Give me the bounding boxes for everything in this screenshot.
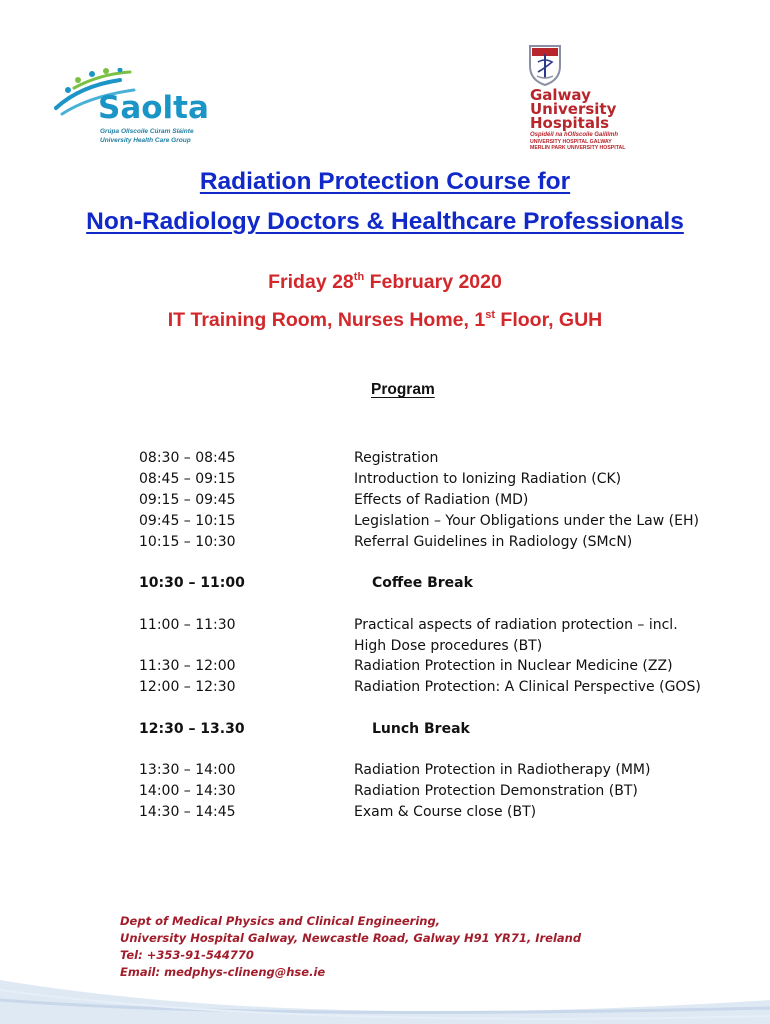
guh-name-line-2: University [530, 100, 617, 118]
date-prefix: Friday 28 [268, 271, 354, 293]
schedule-item: Radiation Protection: A Clinical Perspective (GOS) [354, 679, 701, 695]
lunch-break-label: Lunch Break [372, 721, 470, 737]
schedule-item-continued: High Dose procedures (BT) [354, 638, 543, 654]
lunch-break-time: 12:30 – 13.30 [139, 721, 245, 737]
course-date [0, 271, 770, 294]
schedule-time: 08:30 – 08:45 [139, 450, 236, 466]
program-heading: Program [371, 381, 435, 398]
guh-logo [520, 44, 660, 154]
guh-small-line-1: UNIVERSITY HOSPITAL GALWAY [530, 139, 612, 145]
date-suffix: February 2020 [364, 271, 502, 293]
schedule-item: Registration [354, 450, 439, 466]
saolta-wordmark: Saolta [98, 90, 209, 126]
coffee-break-label: Coffee Break [372, 575, 473, 591]
course-title-line-2: Non-Radiology Doctors & Healthcare Professionals [86, 208, 684, 235]
saolta-english-line: University Health Care Group [100, 137, 191, 144]
footer-email[interactable]: Email: medphys-clineng@hse.ie [120, 965, 326, 979]
date-sup: th [353, 271, 365, 283]
schedule-item: Introduction to Ionizing Radiation (CK) [354, 471, 622, 487]
saolta-irish-line: Grúpa Ollscoile Cúram Sláinte [100, 128, 194, 135]
schedule-time: 09:15 – 09:45 [139, 492, 236, 508]
schedule-item: Radiation Protection in Radiotherapy (MM) [354, 762, 651, 778]
saolta-logo [50, 68, 220, 150]
venue-prefix: IT Training Room, Nurses Home, 1 [167, 309, 486, 331]
schedule-time: 11:30 – 12:00 [139, 658, 236, 674]
schedule-time: 08:45 – 09:15 [139, 471, 236, 487]
footer-phone: Tel: +353-91-544770 [120, 948, 254, 962]
schedule-time: 14:00 – 14:30 [139, 783, 236, 799]
schedule-item: Radiation Protection in Nuclear Medicine (ZZ) [354, 658, 673, 674]
footer-dept: Dept of Medical Physics and Clinical Engineering, [120, 914, 441, 928]
schedule-time: 14:30 – 14:45 [139, 804, 236, 820]
schedule-item: Referral Guidelines in Radiology (SMcN) [354, 534, 633, 550]
schedule-time: 10:15 – 10:30 [139, 534, 236, 550]
schedule-time: 09:45 – 10:15 [139, 513, 236, 529]
schedule-item: Radiation Protection Demonstration (BT) [354, 783, 638, 799]
footer-address: University Hospital Galway, Newcastle Road, Galway H91 YR71, Ireland [120, 931, 582, 945]
course-title-line-1: Radiation Protection Course for [199, 168, 571, 195]
schedule-item: Effects of Radiation (MD) [354, 492, 529, 508]
guh-name-line-1: Galway [530, 86, 591, 104]
guh-small-line-2: MERLIN PARK UNIVERSITY HOSPITAL [530, 145, 626, 151]
guh-irish-name: Ospidéil na hOllscoile Gaillimh [530, 132, 619, 138]
schedule-item: Legislation – Your Obligations under the Law (EH) [354, 513, 699, 529]
venue-sup: st [485, 309, 495, 321]
footer-swoosh-graphic [0, 960, 770, 1024]
schedule-time: 11:00 – 11:30 [139, 617, 236, 633]
course-venue [0, 309, 770, 332]
schedule-item: Practical aspects of radiation protection – incl. [354, 617, 678, 633]
schedule-time: 12:00 – 12:30 [139, 679, 236, 695]
schedule-item: Exam & Course close (BT) [354, 804, 537, 820]
venue-suffix: Floor, GUH [495, 309, 603, 331]
coffee-break-time: 10:30 – 11:00 [139, 575, 245, 591]
guh-name-line-3: Hospitals [530, 114, 610, 132]
guh-crest-icon [528, 44, 562, 86]
schedule-time: 13:30 – 14:00 [139, 762, 236, 778]
